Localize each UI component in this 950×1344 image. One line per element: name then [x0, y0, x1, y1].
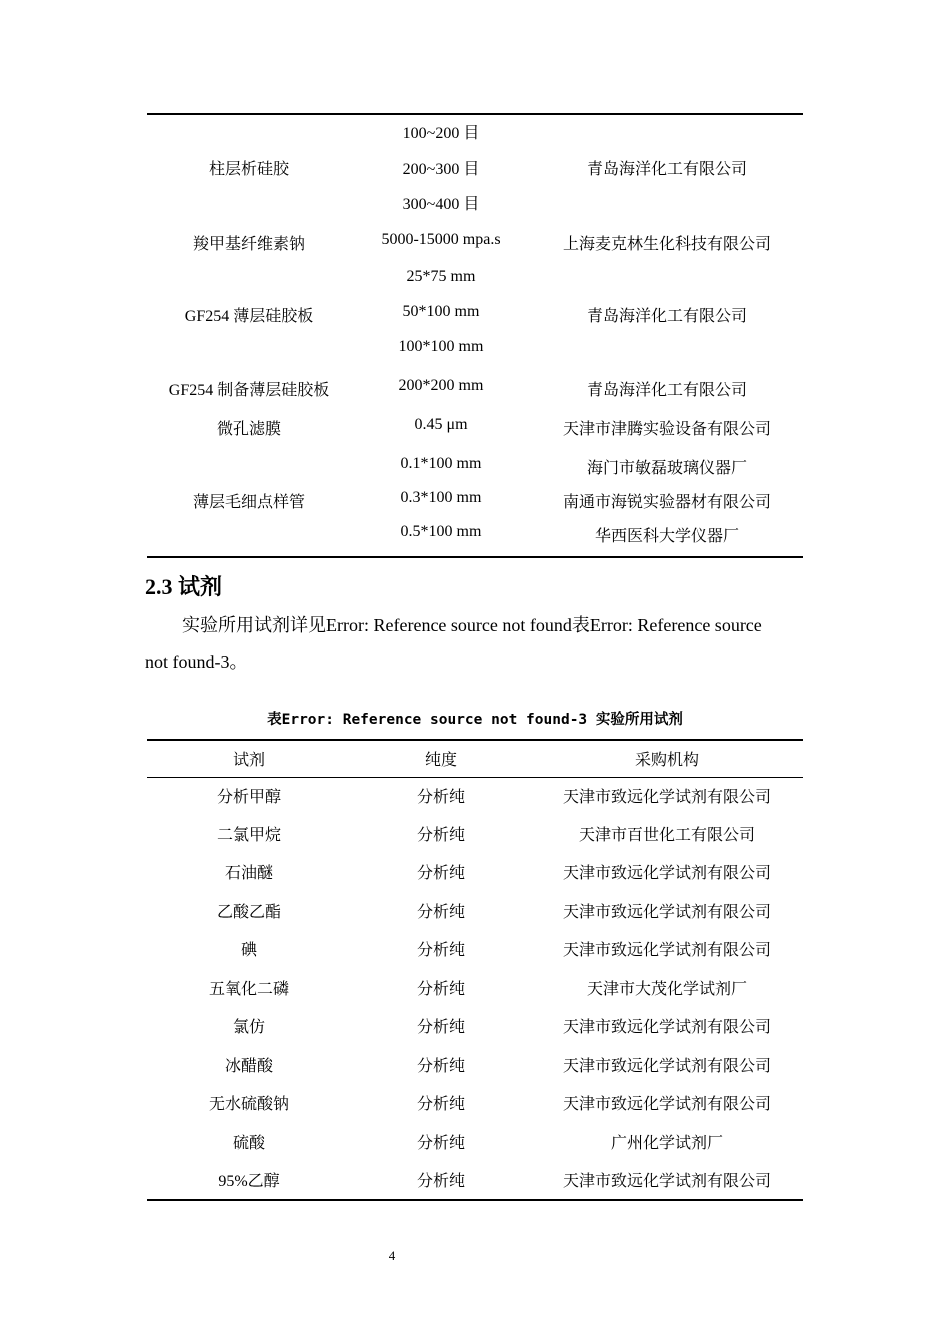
materials-row	[147, 156, 803, 176]
cell-purity: 分析纯	[416, 827, 465, 844]
cell-supplier: 天津市致远化学试剂有限公司	[562, 865, 771, 882]
reagents-table-header-rule	[147, 777, 803, 778]
cell-purity: 分析纯	[416, 1058, 465, 1075]
materials-row	[147, 303, 803, 323]
cell-reagent: 五氧化二磷	[208, 981, 289, 998]
table-row	[147, 784, 803, 808]
header-reagent: 试剂	[232, 752, 265, 769]
materials-row	[147, 268, 803, 288]
cell-purity: 分析纯	[416, 1019, 465, 1036]
cell-purity: 分析纯	[416, 904, 465, 921]
materials-spec: 25*75 mm	[406, 268, 476, 285]
reagents-table-bottom-rule	[147, 1199, 803, 1201]
cell-reagent: 95%乙醇	[218, 1173, 280, 1190]
materials-name: 薄层毛细点样管	[192, 494, 305, 511]
cell-reagent: 乙酸乙酯	[216, 904, 281, 921]
cell-purity: 分析纯	[416, 981, 465, 998]
materials-spec: 0.45 μm	[414, 416, 468, 433]
table-row	[147, 976, 803, 1000]
cell-reagent: 碘	[240, 942, 257, 959]
materials-spec: 0.1*100 mm	[400, 455, 482, 472]
cell-supplier: 天津市致远化学试剂有限公司	[562, 1019, 771, 1036]
table-row	[147, 1091, 803, 1115]
table-caption: 表Error: Reference source not found-3 实验所用试剂	[267, 712, 683, 728]
cell-purity: 分析纯	[416, 942, 465, 959]
materials-row	[147, 489, 803, 509]
table-row	[147, 1014, 803, 1038]
materials-row	[147, 231, 803, 251]
materials-supplier: 南通市海锐实验器材有限公司	[562, 494, 771, 511]
cell-supplier: 天津市致远化学试剂有限公司	[562, 1058, 771, 1075]
materials-spec: 5000-15000 mpa.s	[381, 231, 501, 248]
materials-supplier: 天津市津腾实验设备有限公司	[562, 421, 771, 438]
materials-row	[147, 191, 803, 211]
cell-supplier: 天津市致远化学试剂有限公司	[562, 942, 771, 959]
table-row	[147, 937, 803, 961]
section-heading: 2.3 试剂	[145, 574, 223, 599]
materials-spec: 0.5*100 mm	[400, 523, 482, 540]
materials-supplier: 上海麦克林生化科技有限公司	[562, 236, 771, 253]
cell-reagent: 氯仿	[232, 1019, 265, 1036]
materials-name: GF254 薄层硅胶板	[184, 308, 314, 325]
materials-row	[147, 455, 803, 475]
cell-supplier: 天津市大茂化学试剂厂	[586, 981, 747, 998]
cell-reagent: 硫酸	[232, 1135, 265, 1152]
reagents-table-top-rule	[147, 739, 803, 741]
header-purity: 纯度	[424, 752, 457, 769]
cell-reagent: 冰醋酸	[224, 1058, 273, 1075]
header-supplier: 采购机构	[634, 752, 699, 769]
table-row	[147, 860, 803, 884]
page-number: 4	[388, 1248, 396, 1263]
cell-reagent: 石油醚	[224, 865, 273, 882]
table-row	[147, 1168, 803, 1192]
section-paragraph	[145, 607, 810, 681]
materials-spec: 100~200 目	[402, 125, 480, 142]
paragraph-line: not found-3。	[145, 652, 248, 672]
table-row	[147, 1130, 803, 1154]
cell-purity: 分析纯	[416, 789, 465, 806]
cell-purity: 分析纯	[416, 865, 465, 882]
table-header-row	[147, 747, 803, 771]
materials-supplier: 青岛海洋化工有限公司	[586, 161, 747, 178]
materials-supplier: 华西医科大学仪器厂	[594, 528, 739, 545]
cell-supplier: 广州化学试剂厂	[610, 1135, 723, 1152]
materials-table-bottom-rule	[147, 556, 803, 558]
table-row	[147, 822, 803, 846]
materials-table-top-rule	[147, 113, 803, 115]
materials-name: GF254 制备薄层硅胶板	[168, 382, 330, 399]
cell-reagent: 二氯甲烷	[216, 827, 281, 844]
cell-supplier: 天津市致远化学试剂有限公司	[562, 904, 771, 921]
cell-reagent: 无水硫酸钠	[208, 1096, 289, 1113]
materials-row	[147, 338, 803, 358]
materials-row	[147, 120, 803, 140]
cell-purity: 分析纯	[416, 1135, 465, 1152]
materials-spec: 50*100 mm	[402, 303, 480, 320]
materials-row	[147, 416, 803, 436]
materials-row	[147, 523, 803, 543]
cell-reagent: 分析甲醇	[216, 789, 281, 806]
table-row	[147, 899, 803, 923]
cell-purity: 分析纯	[416, 1173, 465, 1190]
cell-supplier: 天津市致远化学试剂有限公司	[562, 789, 771, 806]
materials-name: 微孔滤膜	[216, 421, 281, 438]
materials-spec: 200*200 mm	[398, 377, 484, 394]
paragraph-line: 实验所用试剂详见Error: Reference source not found表Error: Reference source	[182, 615, 762, 635]
cell-supplier: 天津市致远化学试剂有限公司	[562, 1173, 771, 1190]
materials-supplier: 青岛海洋化工有限公司	[586, 308, 747, 325]
materials-supplier: 青岛海洋化工有限公司	[586, 382, 747, 399]
materials-spec: 200~300 目	[402, 161, 480, 178]
materials-spec: 300~400 目	[402, 196, 480, 213]
materials-name: 羧甲基纤维素钠	[192, 236, 305, 253]
materials-spec: 0.3*100 mm	[400, 489, 482, 506]
cell-supplier: 天津市百世化工有限公司	[578, 827, 755, 844]
materials-spec: 100*100 mm	[398, 338, 484, 355]
materials-row	[147, 377, 803, 397]
cell-purity: 分析纯	[416, 1096, 465, 1113]
materials-name: 柱层析硅胶	[208, 161, 289, 178]
table-row	[147, 1053, 803, 1077]
cell-supplier: 天津市致远化学试剂有限公司	[562, 1096, 771, 1113]
materials-supplier: 海门市敏磊玻璃仪器厂	[586, 460, 747, 477]
